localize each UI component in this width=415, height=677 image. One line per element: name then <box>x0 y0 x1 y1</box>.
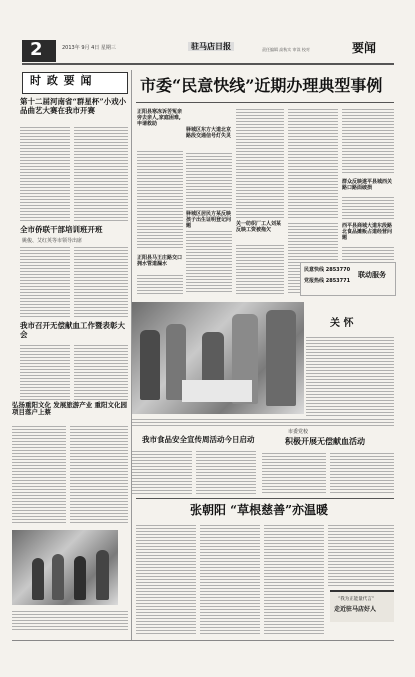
body-text <box>288 108 338 218</box>
mid-article-4-headline: 关一纺织厂工人刘某反映工资被拖欠 <box>236 221 282 233</box>
mid-article-1-headline: 正阳县寒冻诉苦冤亲旁去亲人,家庭困难,申请救助 <box>137 109 183 127</box>
service-line-1: 民意快线 2853770 <box>304 267 351 273</box>
body-text <box>20 344 70 400</box>
photo-person <box>266 310 296 406</box>
body-text <box>12 425 66 525</box>
lower-article-2-headline: 积极开展无偿献血活动 <box>285 436 365 446</box>
body-text <box>74 126 128 222</box>
date-line: 2013年 9月 4日 星期三 <box>62 45 116 51</box>
body-text <box>330 452 394 494</box>
body-text <box>70 425 128 525</box>
body-text <box>262 452 326 494</box>
body-text <box>342 108 394 174</box>
main-photo <box>132 302 304 414</box>
section-rule <box>136 498 394 499</box>
body-text <box>74 344 128 400</box>
corner-box-line-1: “我为正能量代言” <box>338 597 375 602</box>
body-text <box>236 108 284 218</box>
masthead-rule <box>22 63 394 65</box>
photo-person <box>96 550 109 600</box>
mid-article-7-headline: 西平县商城大道东段路北食品摊贩占道经营问题 <box>342 223 393 241</box>
photo-person <box>32 558 44 600</box>
corner-box-line-2: 走近驻马店好人 <box>334 606 377 613</box>
body-text <box>264 524 324 636</box>
footer-rule <box>12 640 394 641</box>
photo-table <box>182 380 252 402</box>
body-text <box>20 126 70 222</box>
body-text <box>200 524 260 636</box>
left-photo <box>12 530 118 605</box>
mid-article-2-headline: 驿城区东方大道北京路段交通信号灯失灵 <box>186 127 232 139</box>
left-article-4-headline: 弘扬重阳文化 发展旅游产业 重阳文化园项目落户上蔡 <box>12 401 128 417</box>
body-text <box>137 274 183 296</box>
service-line-2: 党报热线 2853771 <box>304 278 351 284</box>
body-text <box>196 450 256 494</box>
body-text <box>74 246 128 318</box>
body-text <box>20 246 70 318</box>
left-article-1-headline: 第十二届河南省“群星杯”小戏小品曲艺大赛在我市开赛 <box>20 97 127 115</box>
body-text <box>342 196 394 220</box>
mid-article-6-headline: 群众反映遂平县城西关路口路面破损 <box>342 179 393 191</box>
mid-article-3-headline: 驿城区居民方某反映孩子出生证明登记问题 <box>186 211 232 229</box>
body-text <box>132 450 192 494</box>
section-name: 要闻 <box>352 41 377 55</box>
left-article-2-subhead: 姚俊、艾红英等市领导出席 <box>22 238 83 244</box>
photo-caption <box>12 610 128 632</box>
body-text <box>136 524 196 636</box>
service-label: 联动服务 <box>358 271 386 279</box>
lower-article-1-headline: 我市食品安全宣传周活动今日启动 <box>142 435 255 444</box>
body-text <box>186 152 232 208</box>
banner-headline: 市委“民意快线”近期办理典型事例 <box>140 76 383 95</box>
photo-person <box>140 330 160 400</box>
body-text <box>137 150 183 250</box>
page-number: 2 <box>30 39 43 60</box>
left-article-2-headline: 全市侨联干部培训班开班 <box>20 225 103 234</box>
mid-article-5-headline: 正阳县马王庄路交口拥水管道漏水 <box>137 255 183 267</box>
left-article-3-headline: 我市召开无偿献血工作暨表彰大会 <box>20 321 125 339</box>
photo-person <box>52 554 64 600</box>
paper-logo: 驻马店日报 <box>188 42 234 51</box>
body-text <box>328 524 394 588</box>
body-text <box>132 418 394 428</box>
lower-article-2-kicker: 市委党校 <box>288 429 309 435</box>
section-title: 时 政 要 闻 <box>30 74 93 87</box>
editor-line: 责任编辑 高秋实 审读 校对 <box>262 47 310 52</box>
photo-person <box>74 556 86 600</box>
banner-rule <box>136 102 394 103</box>
body-text <box>236 244 284 294</box>
body-text <box>306 336 394 416</box>
photo-section-title: 关 怀 <box>330 318 354 329</box>
feature-headline: 张朝阳 “草根慈善”亦温暖 <box>190 503 328 517</box>
body-text <box>186 230 232 294</box>
